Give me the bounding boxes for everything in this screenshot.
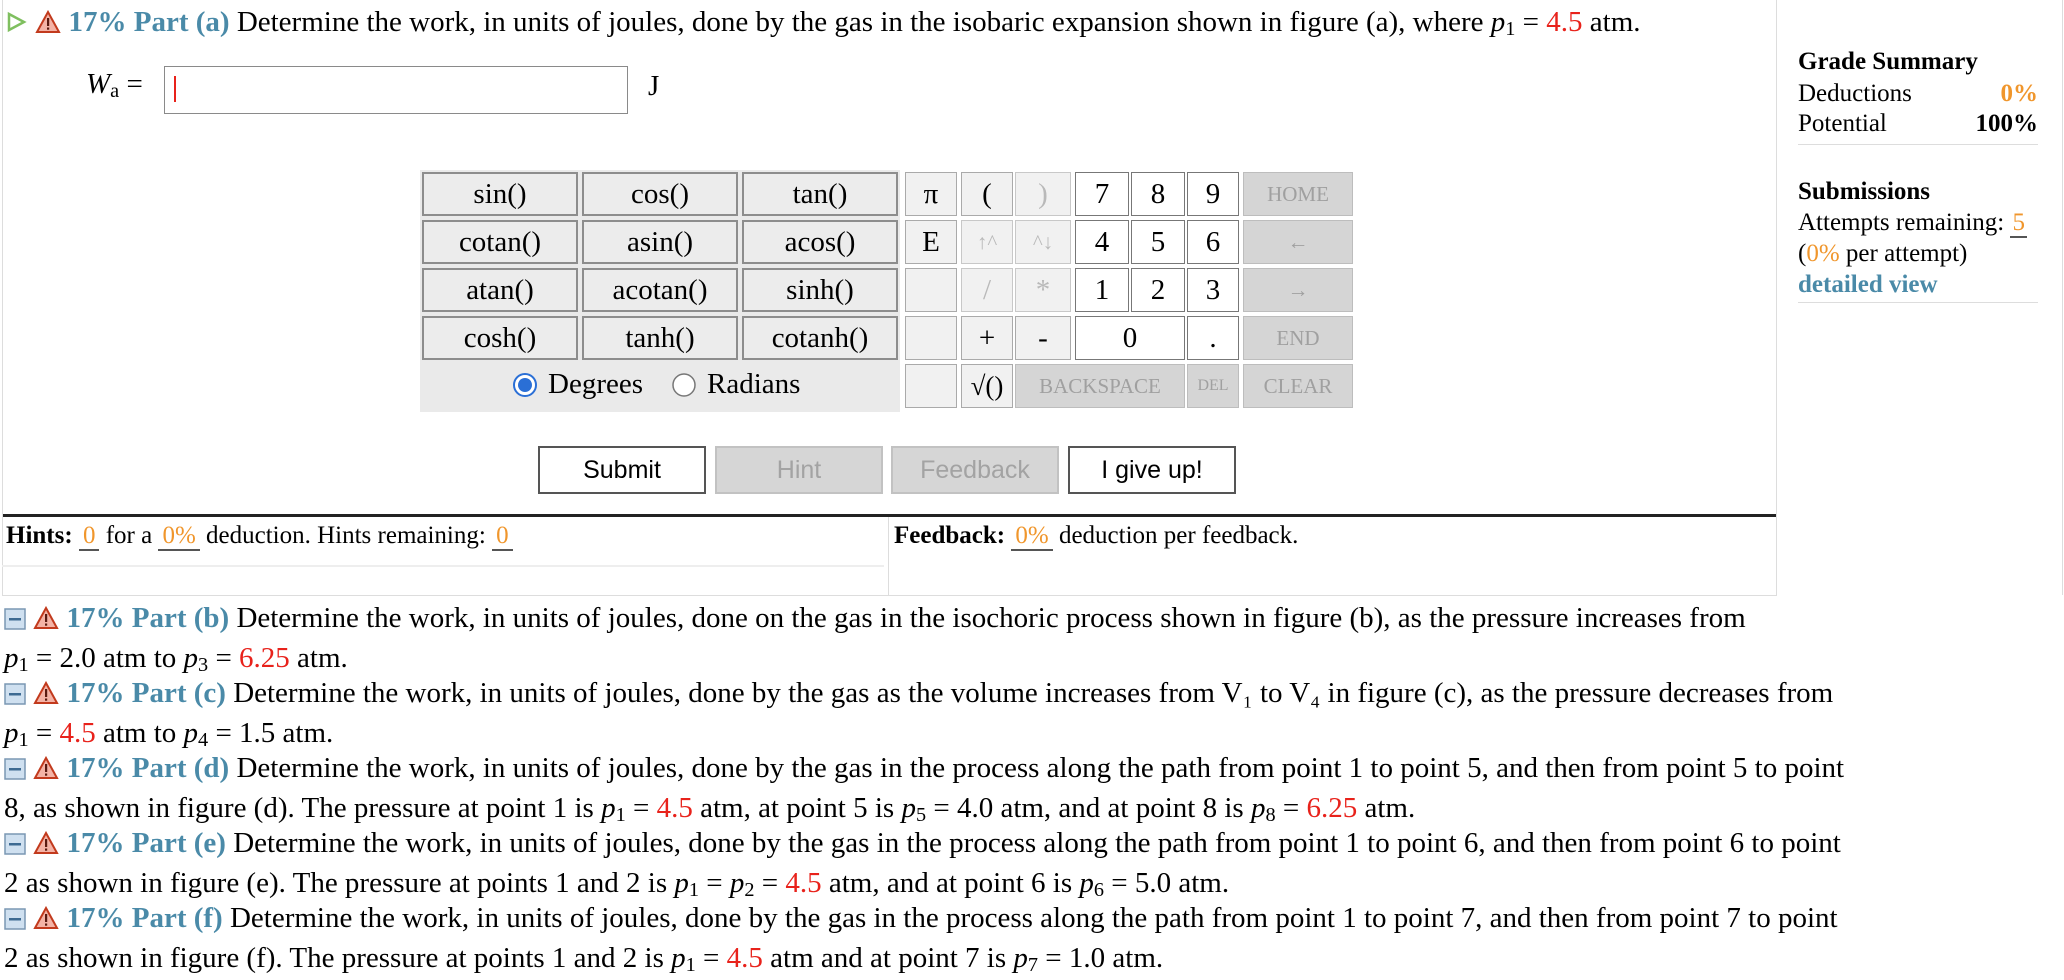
key-slash[interactable]: / [961, 268, 1013, 312]
angle-mode [512, 368, 800, 401]
potential-label: Potential [1798, 110, 1887, 137]
part-b [4, 600, 2060, 677]
part-e-eq: = [699, 867, 730, 899]
key-plus[interactable]: + [961, 316, 1013, 360]
key-6[interactable]: 6 [1187, 220, 1239, 264]
part-c-eq: = [28, 717, 60, 749]
part-a-label: Part (a) [133, 6, 230, 38]
key-2[interactable]: 2 [1131, 268, 1185, 312]
part-b-unit: atm. [289, 642, 348, 674]
part-a-unit: atm. [1582, 6, 1641, 38]
hints-label: Hints: [6, 522, 73, 549]
hint-button[interactable]: Hint [715, 446, 883, 494]
key-rparen[interactable]: ) [1015, 172, 1071, 216]
warning-icon [33, 678, 59, 715]
left-border [2, 0, 3, 595]
key-sqrt[interactable]: √() [961, 364, 1013, 408]
part-e-value: 4.5 [785, 867, 822, 899]
part-e-var3: p [1079, 867, 1094, 899]
grade-summary-title: Grade Summary [1798, 48, 1978, 75]
answer-var: W [86, 68, 111, 100]
answer-label [86, 68, 143, 101]
radians-label: Radians [707, 368, 801, 400]
part-d-eq: = [625, 792, 657, 824]
warning-icon [35, 9, 61, 42]
collapse-toggle-icon[interactable] [4, 603, 26, 640]
warning-icon [33, 828, 59, 865]
part-c [4, 675, 2060, 752]
part-b-line1: Determine the work, in units of joules, done on the gas in the isochoric process shown in figure (b), as the pressure increases from [236, 602, 1746, 634]
key-right-arrow[interactable]: → [1243, 268, 1353, 312]
hints-count: 0 [79, 522, 100, 551]
key-pi[interactable]: π [905, 172, 957, 216]
part-d-var-sub: 1 [615, 804, 626, 826]
part-a-var: p [1490, 6, 1506, 38]
part-f-label: Part (f) [131, 902, 223, 934]
part-a-header [6, 6, 1641, 42]
part-d-label: Part (d) [131, 752, 230, 784]
answer-unit: J [648, 70, 660, 102]
per-attempt-text: per attempt) [1839, 240, 1968, 267]
feedback-pct: 0% [1011, 522, 1052, 551]
part-d-var3-sub: 8 [1265, 804, 1276, 826]
expand-arrow-icon[interactable] [6, 8, 28, 41]
feedback-label: Feedback: [894, 522, 1006, 549]
key-clear[interactable]: CLEAR [1243, 364, 1353, 408]
grade-summary [1798, 48, 2038, 145]
key-acotan[interactable]: acotan() [582, 268, 738, 312]
part-a-var-sub: 1 [1505, 18, 1516, 40]
part-b-value: 6.25 [239, 642, 290, 674]
key-5[interactable]: 5 [1131, 220, 1185, 264]
right-panel-border [1776, 0, 1777, 595]
key-3[interactable]: 3 [1187, 268, 1239, 312]
part-c-unit: = 1.5 atm. [208, 717, 334, 749]
part-d-unit: atm. [1357, 792, 1416, 824]
submit-button[interactable]: Submit [538, 446, 706, 494]
hints-info [6, 522, 513, 550]
part-e-label: Part (e) [131, 827, 226, 859]
submissions-panel: Submissions Attempts remaining: 5 (0% per attempt) detailed view [1798, 176, 2038, 303]
key-home[interactable]: HOME [1243, 172, 1353, 216]
degrees-radio[interactable] [512, 372, 538, 398]
part-f-value: 4.5 [726, 942, 763, 974]
part-b-eq: = [208, 642, 240, 674]
key-acos[interactable]: acos() [742, 220, 898, 264]
part-b-text: = 2.0 atm to [28, 642, 184, 674]
part-f-var: p [671, 942, 686, 974]
detailed-view-link[interactable]: detailed view [1798, 269, 2038, 303]
collapse-toggle-icon[interactable] [4, 903, 26, 940]
part-d-text3: = 4.0 atm, and at point 8 is [926, 792, 1251, 824]
part-b-percent: 17% [66, 602, 125, 634]
key-sin[interactable]: sin() [422, 172, 578, 216]
part-e-eq2: = [754, 867, 786, 899]
key-dot[interactable]: . [1187, 316, 1239, 360]
warning-icon [33, 903, 59, 940]
hints-deduction: deduction. Hints remaining: [199, 522, 486, 549]
part-f-line1: Determine the work, in units of joules, done by the gas in the process along the path from point 1 to point 7, and then from point 7 to point [229, 902, 1838, 934]
key-minus[interactable]: - [1015, 316, 1071, 360]
key-blank-3 [905, 364, 957, 408]
key-e[interactable]: E [905, 220, 957, 264]
warning-icon [33, 753, 59, 790]
warning-icon [33, 603, 59, 640]
key-cotanh[interactable]: cotanh() [742, 316, 898, 360]
part-e-var: p [674, 867, 689, 899]
give-up-button[interactable]: I give up! [1068, 446, 1236, 494]
part-f-var2-sub: 7 [1027, 954, 1039, 976]
collapse-toggle-icon[interactable] [4, 828, 26, 865]
key-7[interactable]: 7 [1075, 172, 1129, 216]
key-8[interactable]: 8 [1131, 172, 1185, 216]
part-c-line1: Determine the work, in units of joules, done by the gas as the volume increases from V₁ to V₄ in figure (c), as the pressure decreases from [233, 677, 1834, 709]
feedback-text: deduction per feedback. [1052, 522, 1299, 549]
part-c-label: Part (c) [131, 677, 226, 709]
part-f-text: 2 as shown in figure (f). The pressure at points 1 and 2 is [4, 942, 672, 974]
part-d-text2: atm, at point 5 is [692, 792, 902, 824]
part-a-text: Determine the work, in units of joules, done by the gas in the isobaric expansion shown in figure (a), where [236, 6, 1491, 38]
key-tanh[interactable]: tanh() [582, 316, 738, 360]
part-d [4, 750, 2060, 827]
deductions-label: Deductions [1798, 80, 1912, 107]
key-del[interactable]: DEL [1187, 364, 1239, 408]
part-e-text: 2 as shown in figure (e). The pressure at points 1 and 2 is [4, 867, 675, 899]
part-e-text2: atm, and at point 6 is [821, 867, 1080, 899]
key-cosh[interactable]: cosh() [422, 316, 578, 360]
part-e [4, 825, 2060, 902]
answer-var-sub: a [110, 80, 120, 102]
degrees-label: Degrees [548, 368, 644, 400]
part-e-percent: 17% [66, 827, 125, 859]
part-f-unit: = 1.0 atm. [1038, 942, 1164, 974]
part-f-var-sub: 1 [685, 954, 696, 976]
hints-for-a: for a [99, 522, 159, 549]
radians-radio[interactable] [671, 372, 697, 398]
key-atan[interactable]: atan() [422, 268, 578, 312]
part-c-var2-sub: 4 [198, 729, 209, 751]
answer-eq: = [119, 68, 143, 100]
key-1[interactable]: 1 [1075, 268, 1129, 312]
attempts-label: Attempts remaining: [1798, 209, 2005, 236]
part-d-text: 8, as shown in figure (d). The pressure at point 1 is [4, 792, 602, 824]
deductions-value: 0% [2000, 80, 2038, 107]
key-down-caret[interactable]: ^↓ [1015, 220, 1071, 264]
attempts-value: 5 [2012, 209, 2025, 236]
text-caret [174, 76, 176, 102]
key-tan[interactable]: tan() [742, 172, 898, 216]
hints-underline [2, 565, 884, 567]
key-blank-2 [905, 316, 957, 360]
key-lparen[interactable]: ( [961, 172, 1013, 216]
part-a-value: 4.5 [1546, 6, 1583, 38]
part-a-eq: = [1515, 6, 1547, 38]
collapse-toggle-icon[interactable] [4, 678, 26, 715]
key-cotan[interactable]: cotan() [422, 220, 578, 264]
key-left-arrow[interactable]: ← [1243, 220, 1353, 264]
part-b-var: p [4, 642, 19, 674]
part-b-label: Part (b) [131, 602, 230, 634]
part-f-eq: = [695, 942, 727, 974]
part-d-var2-sub: 5 [915, 804, 927, 826]
feedback-info [894, 522, 1298, 550]
answer-input[interactable] [164, 66, 628, 114]
per-attempt-pct: 0% [1806, 240, 1840, 267]
part-c-percent: 17% [66, 677, 125, 709]
key-up-caret[interactable]: ↑^ [961, 220, 1013, 264]
part-f-text2: atm and at point 7 is [762, 942, 1014, 974]
key-asin[interactable]: asin() [582, 220, 738, 264]
part-e-var3-sub: 6 [1093, 879, 1104, 901]
part-d-value2: 6.25 [1306, 792, 1358, 824]
part-d-line1: Determine the work, in units of joules, done by the gas in the process along the path from point 1 to point 5, and then from point 5 to point [236, 752, 1845, 784]
key-backspace[interactable]: BACKSPACE [1015, 364, 1185, 408]
key-star[interactable]: * [1015, 268, 1071, 312]
hints-pct: 0% [158, 522, 199, 551]
hints-remaining: 0 [492, 522, 513, 551]
part-e-var2-sub: 2 [744, 879, 755, 901]
part-d-var3: p [1250, 792, 1266, 824]
part-d-var2: p [901, 792, 916, 824]
part-f [4, 900, 2060, 977]
part-b-var2: p [183, 642, 199, 674]
submissions-title: Submissions [1798, 178, 1931, 205]
key-blank-1 [905, 268, 957, 312]
part-c-var2: p [183, 717, 199, 749]
potential-value: 100% [1975, 110, 2038, 137]
key-sinh[interactable]: sinh() [742, 268, 898, 312]
part-e-var-sub: 1 [688, 879, 699, 901]
part-f-var2: p [1013, 942, 1028, 974]
key-cos[interactable]: cos() [582, 172, 738, 216]
part-a-percent: 17% [68, 6, 127, 38]
part-f-percent: 17% [66, 902, 125, 934]
part-e-line1: Determine the work, in units of joules, done by the gas in the process along the path from point 1 to point 6, and then from point 6 to point [233, 827, 1841, 859]
part-c-value: 4.5 [59, 717, 96, 749]
key-9[interactable]: 9 [1187, 172, 1239, 216]
part-b-var-sub: 1 [18, 654, 29, 676]
key-end[interactable]: END [1243, 316, 1353, 360]
part-c-text: atm to [95, 717, 184, 749]
feedback-button[interactable]: Feedback [891, 446, 1059, 494]
part-d-value: 4.5 [656, 792, 693, 824]
part-c-var: p [4, 717, 19, 749]
hints-feedback-separator [888, 517, 889, 595]
part-c-var-sub: 1 [18, 729, 29, 751]
outer-border [2062, 0, 2063, 595]
part-d-percent: 17% [66, 752, 125, 784]
collapse-toggle-icon[interactable] [4, 753, 26, 790]
part-b-var2-sub: 3 [198, 654, 209, 676]
grade-divider [1798, 144, 2038, 145]
part-d-var: p [601, 792, 616, 824]
part-e-var2: p [729, 867, 745, 899]
key-4[interactable]: 4 [1075, 220, 1129, 264]
key-0[interactable]: 0 [1075, 316, 1185, 360]
part-d-eq2: = [1275, 792, 1307, 824]
part-e-unit: = 5.0 atm. [1104, 867, 1230, 899]
